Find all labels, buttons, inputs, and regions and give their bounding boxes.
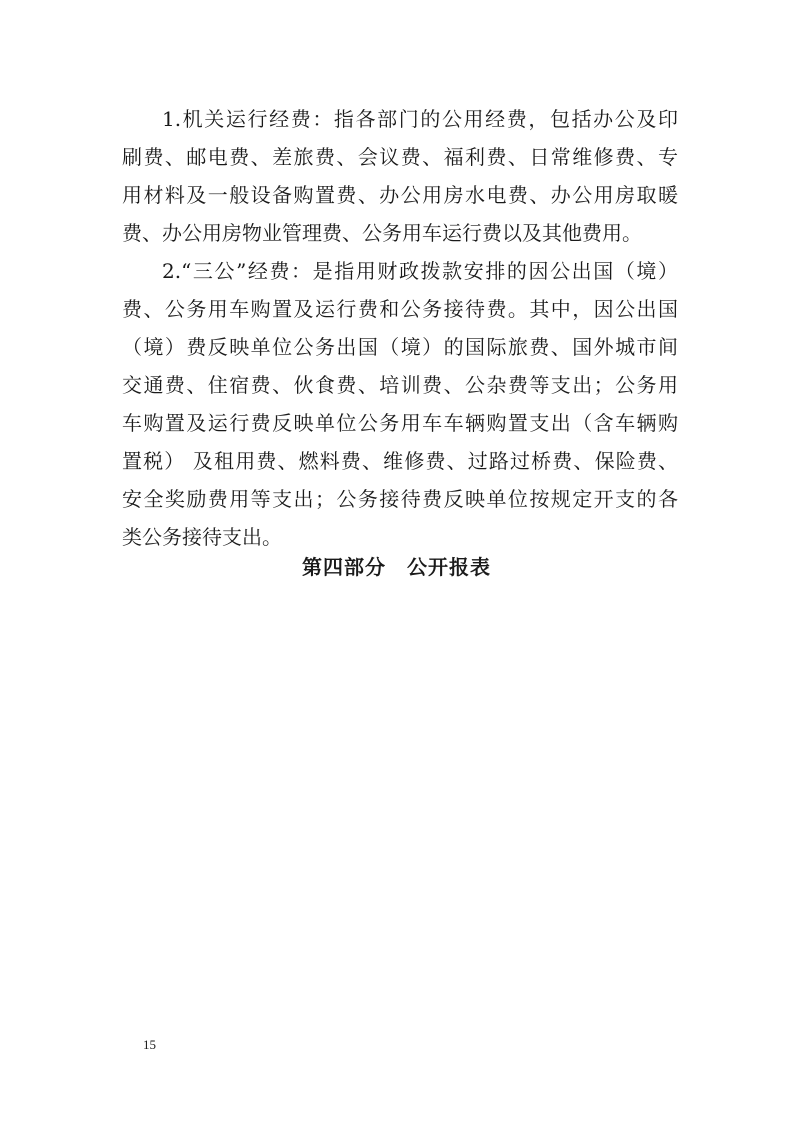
paragraph-three-public-expenses [122, 252, 678, 556]
text-line: 费、公务用车购置及运行费和公务接待费。其中，因公出国 [122, 297, 678, 321]
text-line: 2.“三公”经费：是指用财政拨款安排的因公出国（境） [162, 259, 678, 283]
text-line: 置税） 及租用费、燃料费、维修费、过路过桥费、保险费、 [122, 449, 678, 473]
text-line: 刷费、邮电费、差旅费、会议费、福利费、日常维修费、专 [122, 145, 678, 169]
text-line: 用材料及一般设备购置费、办公用房水电费、办公用房取暖 [122, 183, 678, 207]
page-number: 15 [143, 1037, 156, 1052]
text-line: 安全奖励费用等支出；公务接待费反映单位按规定开支的各 [122, 487, 678, 511]
text-line: 车购置及运行费反映单位公务用车车辆购置支出（含车辆购 [122, 411, 678, 435]
text-line: （境）费反映单位公务出国（境）的国际旅费、国外城市间 [122, 335, 678, 359]
section-heading: 第四部分 公开报表 [302, 555, 491, 579]
text-line: 1.机关运行经费：指各部门的公用经费，包括办公及印 [162, 107, 678, 131]
body-text [122, 100, 678, 556]
text-line: 费、办公用房物业管理费、公务用车运行费以及其他费用。 [122, 221, 642, 245]
text-line: 交通费、住宿费、伙食费、培训费、公杂费等支出；公务用 [122, 373, 678, 397]
paragraph-operating-expenses [122, 100, 678, 252]
text-line: 类公务接待支出。 [122, 525, 282, 549]
